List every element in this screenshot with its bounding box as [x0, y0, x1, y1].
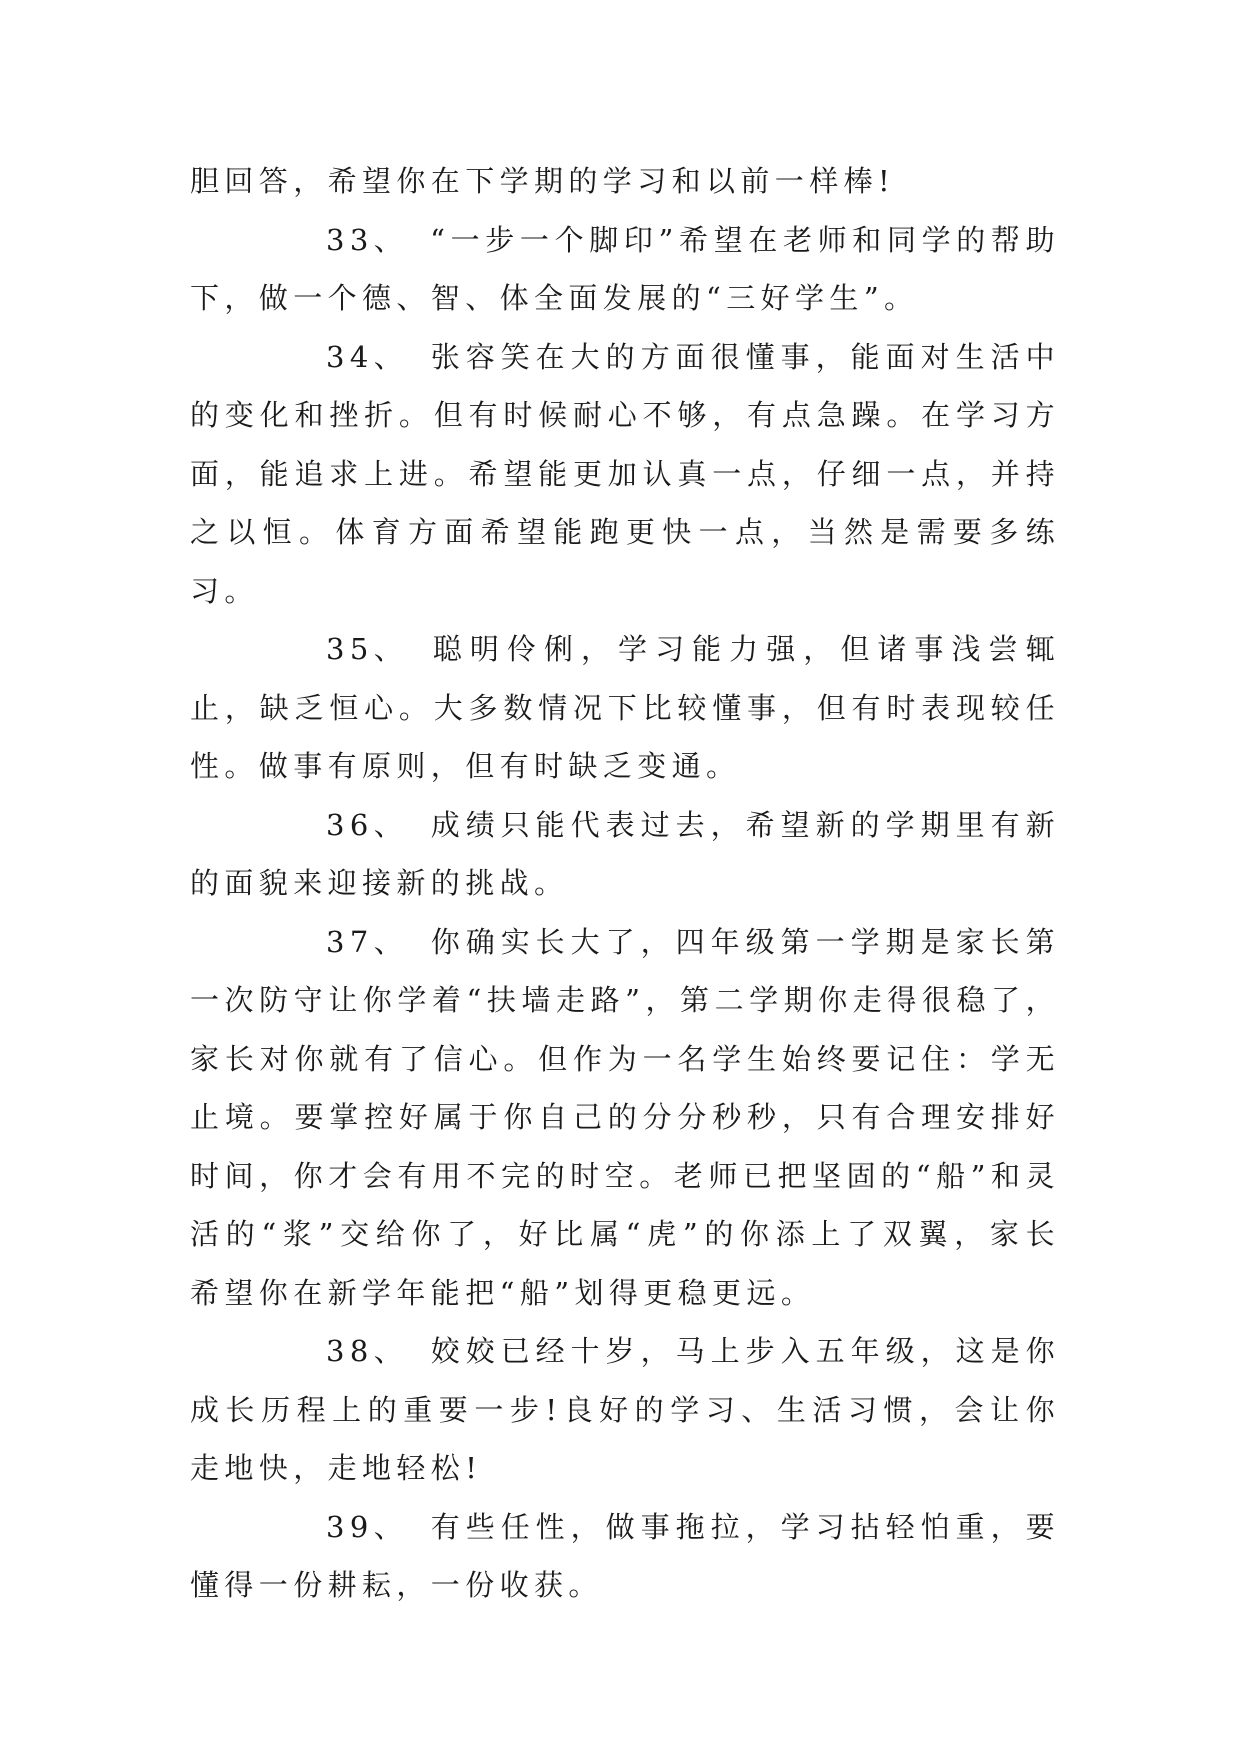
- paragraph-number: 33、: [326, 222, 409, 257]
- paragraph-number: 37、: [326, 924, 409, 959]
- paragraph-text: 张容笑在大的方面很懂事，能面对生活中的变化和挫折。但有时候耐心不够，有点急躁。在学习方面，能追求上进。希望能更加认真一点，仔细一点，并持之以恒。体育方面希望能跑更快一点，当然是需要多练习。: [190, 339, 1060, 608]
- paragraph-36: [190, 796, 1060, 913]
- paragraph-number: 34、: [326, 339, 409, 374]
- paragraph-37: [190, 913, 1060, 1323]
- paragraph-33: [190, 211, 1060, 328]
- paragraph-text: “一步一个脚印”希望在老师和同学的帮助下，做一个德、智、体全面发展的“三好学生”。: [190, 222, 1060, 315]
- paragraph-text: 聪明伶俐，学习能力强，但诸事浅尝辄止，缺乏恒心。大多数情况下比较懂事，但有时表现较任性。做事有原则，但有时缺乏变通。: [190, 632, 1060, 783]
- paragraph-text: 成绩只能代表过去，希望新的学期里有新的面貌来迎接新的挑战。: [190, 807, 1060, 900]
- paragraph-continuation: [190, 152, 1060, 211]
- paragraph-text: 胆回答，希望你在下学期的学习和以前一样棒!: [190, 164, 896, 198]
- paragraph-35: [190, 620, 1060, 796]
- paragraph-38: [190, 1322, 1060, 1498]
- paragraph-number: 38、: [326, 1334, 409, 1368]
- paragraph-text: 你确实长大了，四年级第一学期是家长第一次防守让你学着“扶墙走路”，第二学期你走得很稳了，家长对你就有了信心。但作为一名学生始终要记住：学无止境。要掌控好属于你自己的分分秒秒，只有合理安排好时间，你才会有用不完的时空。老师已把坚固的“船”和灵活的“浆”交给你了，好比属“虎”的你添上了双翼，家长希望你在新学年能把“船”划得更稳更远。: [190, 924, 1060, 1310]
- paragraph-39: [190, 1498, 1060, 1615]
- document-body: [190, 152, 1060, 1615]
- paragraph-text: 姣姣已经十岁，马上步入五年级，这是你成长历程上的重要一步!良好的学习、生活习惯，会让你走地快，走地轻松!: [190, 1334, 1060, 1485]
- paragraph-34: [190, 328, 1060, 621]
- paragraph-number: 39、: [326, 1509, 409, 1544]
- paragraph-number: 36、: [326, 807, 409, 842]
- paragraph-text: 有些任性，做事拖拉，学习拈轻怕重，要懂得一份耕耘，一份收获。: [190, 1509, 1060, 1602]
- paragraph-number: 35、: [326, 632, 409, 666]
